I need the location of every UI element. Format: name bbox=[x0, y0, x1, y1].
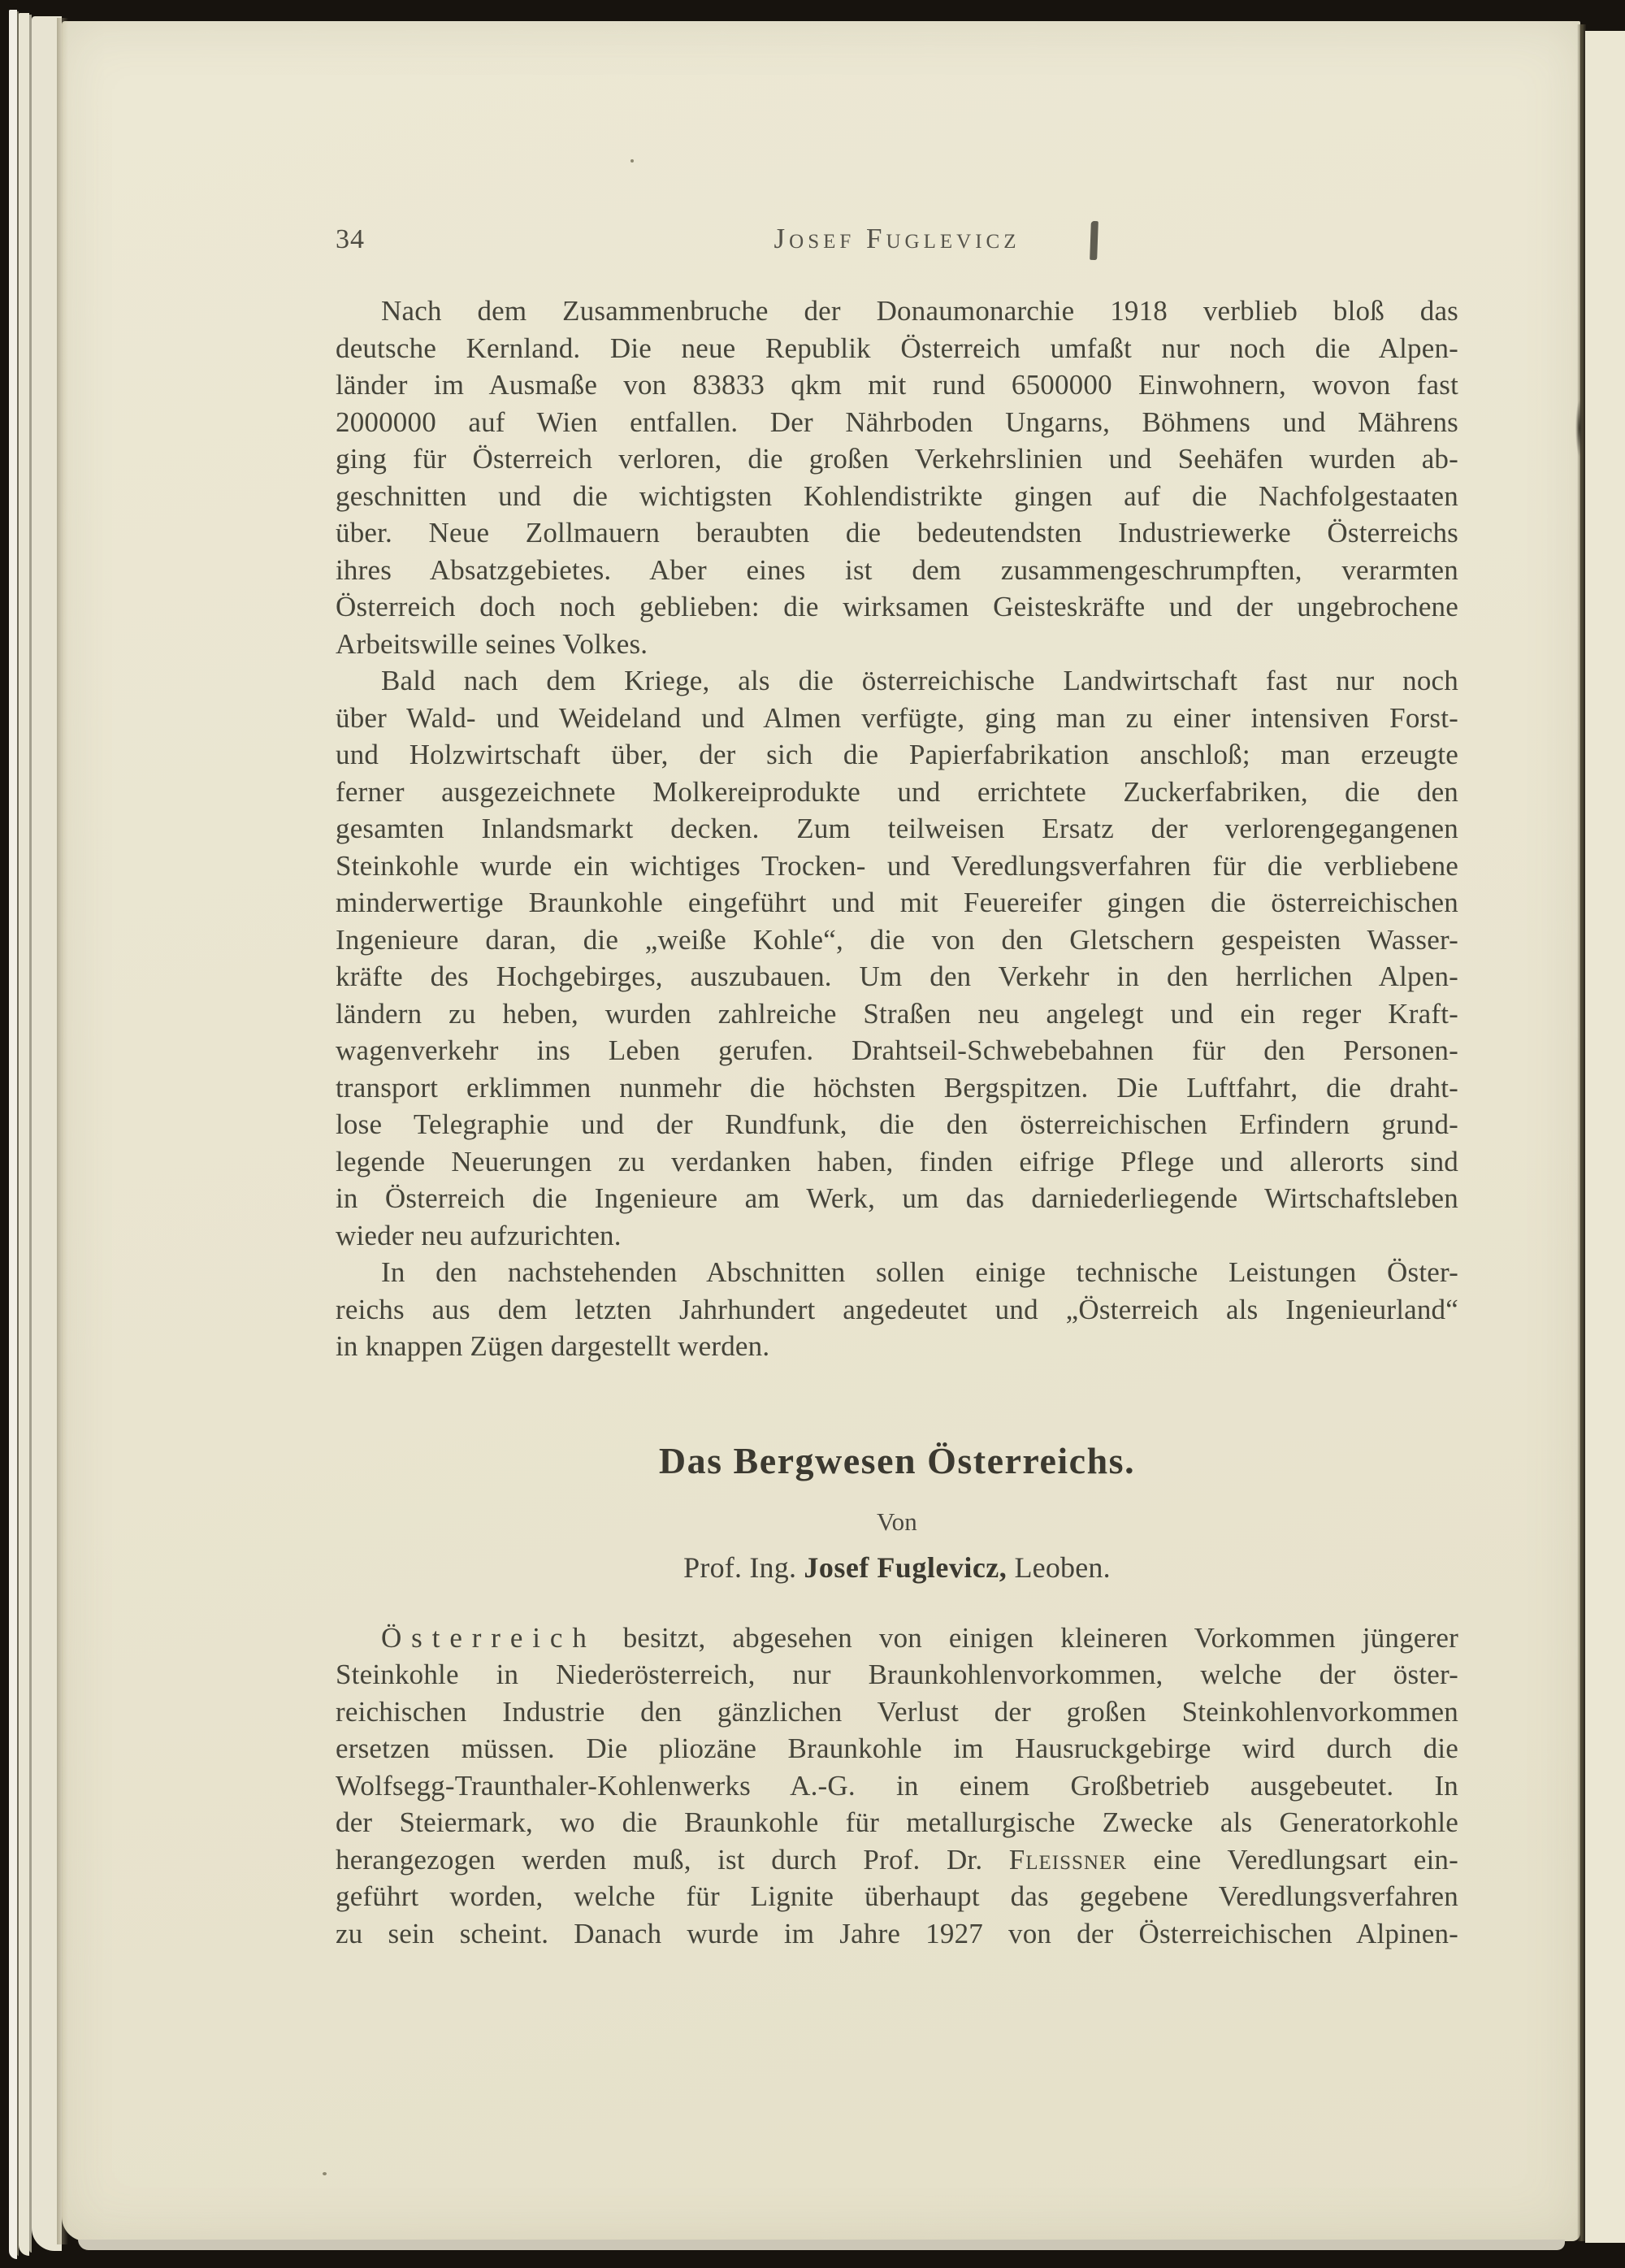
text-line: legende Neuerungen zu verdanken haben, finden eifrige Pflege und allerorts sind bbox=[336, 1145, 1458, 1177]
text-line: Nach dem Zusammenbruche der Donaumonarchie 1918 verblieb bloß das bbox=[381, 295, 1458, 327]
dust-speck bbox=[323, 2172, 327, 2175]
page-stack-edge bbox=[9, 10, 17, 2259]
text-line: deutsche Kernland. Die neue Republik Österreich umfaßt nur noch die Alpen- bbox=[336, 332, 1458, 364]
text-line: und Holzwirtschaft über, der sich die Papierfabrikation anschloß; man erzeugte bbox=[336, 739, 1458, 770]
author-line bbox=[336, 1549, 1458, 1586]
text-line: Arbeitswille seines Volkes. bbox=[336, 627, 648, 660]
gutter-shadow bbox=[1575, 400, 1584, 457]
text-line: Wolfsegg-Traunthaler-Kohlenwerks A.-G. in einem Großbetrieb ausgebeutet. In bbox=[336, 1769, 1458, 1802]
text-line: Österreich besitzt, abgesehen von einigen kleineren Vorkommen jüngerer bbox=[381, 1621, 1458, 1654]
page-number: 34 bbox=[336, 224, 365, 254]
ink-smudge bbox=[1090, 221, 1098, 260]
text-line: zu sein scheint. Danach wurde im Jahre 1927 von der Österreichischen Alpinen- bbox=[336, 1917, 1458, 1949]
text-line: über. Neue Zollmauern beraubten die bedeutendsten Industriewerke Österreichs bbox=[336, 517, 1458, 549]
page-crease bbox=[57, 18, 68, 2244]
text-line: Steinkohle in Niederösterreich, nur Braunkohlenvorkommen, welche der öster- bbox=[336, 1659, 1458, 1690]
text-line: 2000000 auf Wien entfallen. Der Nährboden Ungarns, Böhmens und Mährens bbox=[336, 405, 1458, 438]
text-line: ferner ausgezeichnete Molkereiprodukte und errichtete Zuckerfabriken, die den bbox=[336, 775, 1458, 808]
author-location: Leoben. bbox=[1007, 1550, 1111, 1584]
text-line: Steinkohle wurde ein wichtiges Trocken- und Veredlungsverfahren für die verbliebene bbox=[336, 849, 1458, 882]
section-paragraphs bbox=[336, 1620, 1458, 1953]
text-line: in Österreich die Ingenieure am Werk, um das darniederliegende Wirtschaftsleben bbox=[336, 1182, 1458, 1214]
text-line: in knappen Zügen dargestellt werden. bbox=[336, 1330, 770, 1362]
text-block bbox=[336, 293, 1458, 1952]
text-line: kräfte des Hochgebirges, auszubauen. Um den Verkehr in den herrlichen Alpen- bbox=[336, 961, 1458, 992]
adjacent-page-edge bbox=[1585, 31, 1625, 2243]
paragraph bbox=[336, 662, 1458, 1254]
author-name: Josef Fuglevicz, bbox=[804, 1550, 1008, 1584]
text-line: In den nachstehenden Abschnitten sollen einige technische Leistungen Öster- bbox=[381, 1256, 1458, 1288]
dust-speck bbox=[630, 159, 634, 163]
text-line: über Wald- und Weideland und Almen verfügte, ging man zu einer intensiven Forst- bbox=[336, 701, 1458, 734]
book-page bbox=[62, 21, 1580, 2241]
text-line: wagenverkehr ins Leben gerufen. Drahtseil-Schwebebahnen für den Personen- bbox=[336, 1034, 1458, 1066]
paragraph bbox=[336, 1254, 1458, 1365]
page-stack-edge bbox=[19, 13, 29, 2256]
text-line: geführt worden, welche für Lignite überhaupt das gegebene Veredlungsverfahren bbox=[336, 1880, 1458, 1912]
page-bottom-edge bbox=[78, 2240, 1565, 2250]
text-line: länder im Ausmaße von 83833 qkm mit rund 6500000 Einwohnern, wovon fast bbox=[336, 369, 1458, 401]
running-header: Josef Fuglevicz bbox=[774, 223, 1020, 254]
text-line: ersetzen müssen. Die pliozäne Braunkohle im Hausruckgebirge wird durch die bbox=[336, 1732, 1458, 1764]
text-line: lose Telegraphie und der Rundfunk, die den österreichischen Erfindern grund- bbox=[336, 1108, 1458, 1140]
paragraph bbox=[336, 293, 1458, 662]
text-line: Ingenieure daran, die „weiße Kohle“, die von den Gletschern gespeisten Wasser- bbox=[336, 923, 1458, 956]
text-line: ging für Österreich verloren, die großen Verkehrslinien und Seehäfen wurden ab- bbox=[336, 443, 1458, 475]
text-line: der Steiermark, wo die Braunkohle für metallurgische Zwecke als Generatorkohle bbox=[336, 1806, 1458, 1838]
text-line: Österreich doch noch geblieben: die wirksamen Geisteskräfte und der ungebrochene bbox=[336, 591, 1458, 622]
text-line: geschnitten und die wichtigsten Kohlendistrikte gingen auf die Nachfolgestaaten bbox=[336, 479, 1458, 512]
text-line: minderwertige Braunkohle eingeführt und mit Feuereifer gingen die österreichischen bbox=[336, 887, 1458, 918]
paragraph bbox=[336, 1620, 1458, 1953]
text-line: ihres Absatzgebietes. Aber eines ist dem zusammengeschrumpften, verarmten bbox=[336, 553, 1458, 586]
text-line: reichischen Industrie den gänzlichen Verlust der großen Steinkohlenvorkommen bbox=[336, 1695, 1458, 1728]
author-prefix: Prof. Ing. bbox=[683, 1550, 804, 1584]
text-line: transport erklimmen nunmehr die höchsten Bergspitzen. Die Luftfahrt, die draht- bbox=[336, 1071, 1458, 1104]
intro-paragraphs bbox=[336, 293, 1458, 1365]
text-line: ländern zu heben, wurden zahlreiche Straßen neu angelegt und ein reger Kraft- bbox=[336, 997, 1458, 1030]
text-line: reichs aus dem letzten Jahrhundert angedeutet und „Österreich als Ingenieurland“ bbox=[336, 1293, 1458, 1325]
byline-label: Von bbox=[877, 1507, 917, 1536]
text-line: wieder neu aufzurichten. bbox=[336, 1219, 622, 1251]
section-title: Das Bergwesen Österreichs. bbox=[658, 1439, 1136, 1481]
text-line: Bald nach dem Kriege, als die österreichische Landwirtschaft fast nur noch bbox=[381, 665, 1458, 696]
text-line: herangezogen werden muß, ist durch Prof. Dr. Fleissner eine Veredlungsart ein- bbox=[336, 1843, 1458, 1876]
text-line: gesamten Inlandsmarkt decken. Zum teilweisen Ersatz der verlorengegangenen bbox=[336, 813, 1458, 844]
